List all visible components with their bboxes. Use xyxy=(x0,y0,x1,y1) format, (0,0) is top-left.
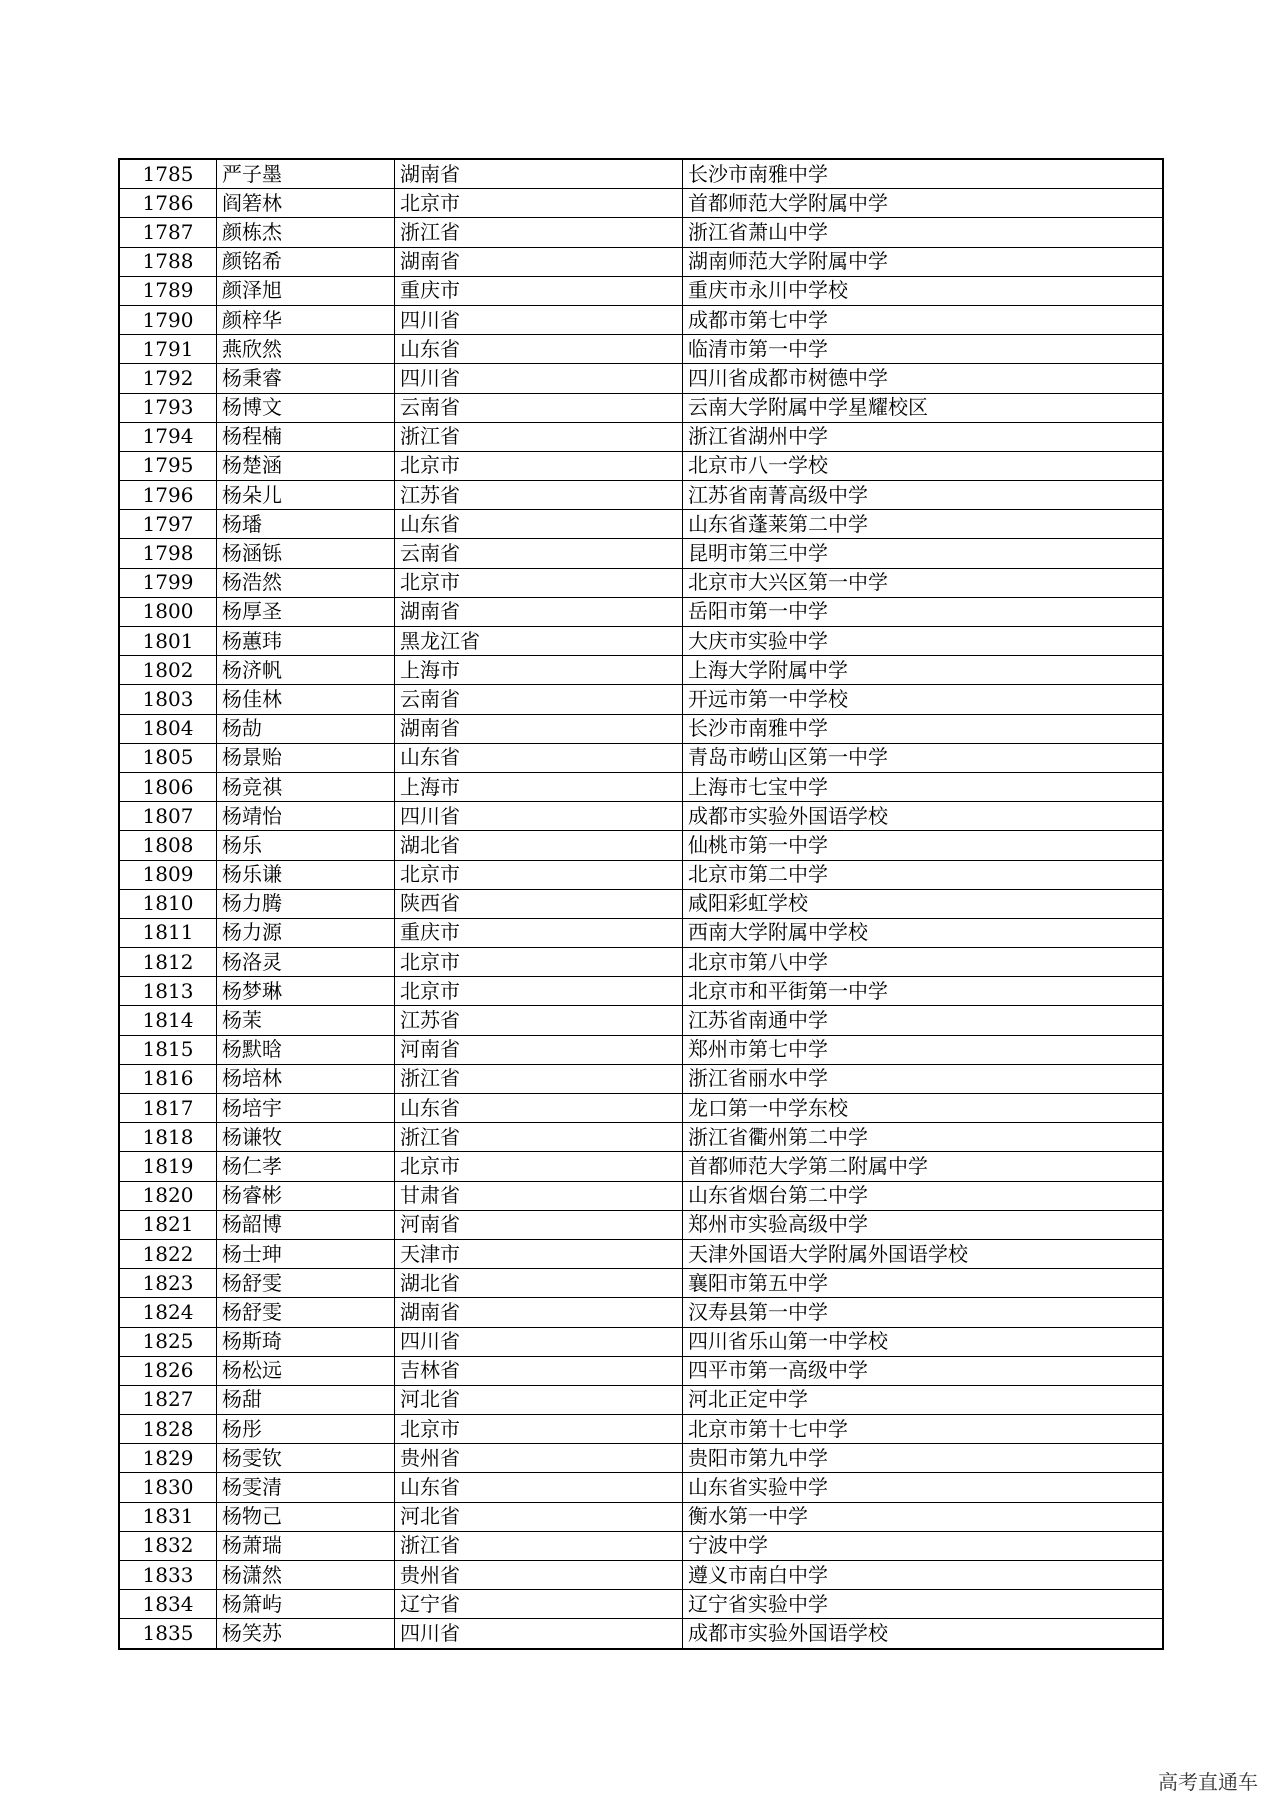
table-row xyxy=(119,1561,1163,1590)
row-number-cell: 1789 xyxy=(119,276,217,305)
school-name-cell: 长沙市南雅中学 xyxy=(683,159,1164,189)
student-name-cell: 杨谦牧 xyxy=(217,1123,395,1152)
school-name-cell: 岳阳市第一中学 xyxy=(683,597,1164,626)
row-number-cell: 1813 xyxy=(119,977,217,1006)
table-row xyxy=(119,1298,1163,1327)
school-name-cell: 贵阳市第九中学 xyxy=(683,1444,1164,1473)
student-name-cell: 杨茉 xyxy=(217,1006,395,1035)
province-cell: 上海市 xyxy=(395,656,683,685)
table-row xyxy=(119,627,1163,656)
student-name-cell: 杨力源 xyxy=(217,918,395,947)
row-number-cell: 1785 xyxy=(119,159,217,189)
province-cell: 重庆市 xyxy=(395,918,683,947)
student-name-cell: 杨朵儿 xyxy=(217,481,395,510)
row-number-cell: 1804 xyxy=(119,714,217,743)
province-cell: 重庆市 xyxy=(395,276,683,305)
table-row xyxy=(119,393,1163,422)
school-name-cell: 北京市大兴区第一中学 xyxy=(683,568,1164,597)
student-name-cell: 杨力腾 xyxy=(217,889,395,918)
school-name-cell: 山东省实验中学 xyxy=(683,1473,1164,1502)
row-number-cell: 1825 xyxy=(119,1327,217,1356)
table-row xyxy=(119,481,1163,510)
table-row xyxy=(119,218,1163,247)
school-name-cell: 辽宁省实验中学 xyxy=(683,1590,1164,1619)
school-name-cell: 山东省烟台第二中学 xyxy=(683,1181,1164,1210)
school-name-cell: 北京市第二中学 xyxy=(683,860,1164,889)
table-row xyxy=(119,1239,1163,1268)
student-name-cell: 颜栋杰 xyxy=(217,218,395,247)
student-name-cell: 杨培林 xyxy=(217,1064,395,1093)
student-name-cell: 颜铭希 xyxy=(217,247,395,276)
school-name-cell: 首都师范大学第二附属中学 xyxy=(683,1152,1164,1181)
table-row xyxy=(119,189,1163,218)
table-row xyxy=(119,568,1163,597)
province-cell: 浙江省 xyxy=(395,1123,683,1152)
table-row xyxy=(119,451,1163,480)
table-row xyxy=(119,1152,1163,1181)
row-number-cell: 1798 xyxy=(119,539,217,568)
school-name-cell: 浙江省湖州中学 xyxy=(683,422,1164,451)
table-row xyxy=(119,335,1163,364)
province-cell: 北京市 xyxy=(395,568,683,597)
student-name-cell: 杨潇然 xyxy=(217,1561,395,1590)
student-name-cell: 颜梓华 xyxy=(217,305,395,334)
row-number-cell: 1803 xyxy=(119,685,217,714)
row-number-cell: 1805 xyxy=(119,743,217,772)
row-number-cell: 1800 xyxy=(119,597,217,626)
row-number-cell: 1794 xyxy=(119,422,217,451)
school-name-cell: 成都市第七中学 xyxy=(683,305,1164,334)
province-cell: 辽宁省 xyxy=(395,1590,683,1619)
province-cell: 北京市 xyxy=(395,977,683,1006)
student-name-cell: 杨楚涵 xyxy=(217,451,395,480)
student-name-cell: 杨秉睿 xyxy=(217,364,395,393)
row-number-cell: 1795 xyxy=(119,451,217,480)
roster-table xyxy=(118,158,1164,1650)
province-cell: 江苏省 xyxy=(395,1006,683,1035)
student-name-cell: 严子墨 xyxy=(217,159,395,189)
row-number-cell: 1809 xyxy=(119,860,217,889)
table-row xyxy=(119,1327,1163,1356)
row-number-cell: 1819 xyxy=(119,1152,217,1181)
province-cell: 浙江省 xyxy=(395,1064,683,1093)
province-cell: 浙江省 xyxy=(395,218,683,247)
table-row xyxy=(119,714,1163,743)
school-name-cell: 云南大学附属中学星耀校区 xyxy=(683,393,1164,422)
school-name-cell: 上海大学附属中学 xyxy=(683,656,1164,685)
table-row xyxy=(119,1531,1163,1560)
row-number-cell: 1792 xyxy=(119,364,217,393)
row-number-cell: 1806 xyxy=(119,772,217,801)
row-number-cell: 1817 xyxy=(119,1094,217,1123)
student-name-cell: 杨景贻 xyxy=(217,743,395,772)
student-name-cell: 杨博文 xyxy=(217,393,395,422)
student-name-cell: 杨竞祺 xyxy=(217,772,395,801)
row-number-cell: 1826 xyxy=(119,1356,217,1385)
student-name-cell: 杨斯琦 xyxy=(217,1327,395,1356)
school-name-cell: 仙桃市第一中学 xyxy=(683,831,1164,860)
province-cell: 北京市 xyxy=(395,189,683,218)
province-cell: 河北省 xyxy=(395,1502,683,1531)
school-name-cell: 四川省乐山第一中学校 xyxy=(683,1327,1164,1356)
row-number-cell: 1814 xyxy=(119,1006,217,1035)
student-name-cell: 杨舒雯 xyxy=(217,1269,395,1298)
province-cell: 北京市 xyxy=(395,1152,683,1181)
school-name-cell: 北京市第十七中学 xyxy=(683,1415,1164,1444)
school-name-cell: 郑州市第七中学 xyxy=(683,1035,1164,1064)
student-name-cell: 杨甜 xyxy=(217,1385,395,1414)
student-name-cell: 杨涵铄 xyxy=(217,539,395,568)
province-cell: 上海市 xyxy=(395,772,683,801)
province-cell: 湖南省 xyxy=(395,714,683,743)
row-number-cell: 1810 xyxy=(119,889,217,918)
row-number-cell: 1801 xyxy=(119,627,217,656)
province-cell: 北京市 xyxy=(395,451,683,480)
table-row xyxy=(119,1356,1163,1385)
row-number-cell: 1808 xyxy=(119,831,217,860)
school-name-cell: 长沙市南雅中学 xyxy=(683,714,1164,743)
table-row xyxy=(119,1502,1163,1531)
table-row xyxy=(119,276,1163,305)
school-name-cell: 咸阳彩虹学校 xyxy=(683,889,1164,918)
row-number-cell: 1791 xyxy=(119,335,217,364)
row-number-cell: 1835 xyxy=(119,1619,217,1649)
student-name-cell: 阎箬林 xyxy=(217,189,395,218)
school-name-cell: 天津外国语大学附属外国语学校 xyxy=(683,1239,1164,1268)
table-row xyxy=(119,597,1163,626)
province-cell: 浙江省 xyxy=(395,1531,683,1560)
student-name-cell: 杨乐 xyxy=(217,831,395,860)
row-number-cell: 1807 xyxy=(119,802,217,831)
table-row xyxy=(119,1210,1163,1239)
row-number-cell: 1788 xyxy=(119,247,217,276)
province-cell: 贵州省 xyxy=(395,1444,683,1473)
row-number-cell: 1799 xyxy=(119,568,217,597)
province-cell: 云南省 xyxy=(395,393,683,422)
province-cell: 山东省 xyxy=(395,1094,683,1123)
student-name-cell: 杨蕙玮 xyxy=(217,627,395,656)
school-name-cell: 北京市八一学校 xyxy=(683,451,1164,480)
province-cell: 湖北省 xyxy=(395,831,683,860)
school-name-cell: 青岛市崂山区第一中学 xyxy=(683,743,1164,772)
province-cell: 四川省 xyxy=(395,1327,683,1356)
province-cell: 北京市 xyxy=(395,948,683,977)
school-name-cell: 江苏省南通中学 xyxy=(683,1006,1164,1035)
province-cell: 湖南省 xyxy=(395,1298,683,1327)
province-cell: 云南省 xyxy=(395,685,683,714)
table-row xyxy=(119,685,1163,714)
school-name-cell: 江苏省南菁高级中学 xyxy=(683,481,1164,510)
school-name-cell: 北京市和平街第一中学 xyxy=(683,977,1164,1006)
student-name-cell: 杨璠 xyxy=(217,510,395,539)
table-row xyxy=(119,364,1163,393)
row-number-cell: 1832 xyxy=(119,1531,217,1560)
school-name-cell: 西南大学附属中学校 xyxy=(683,918,1164,947)
school-name-cell: 四川省成都市树德中学 xyxy=(683,364,1164,393)
row-number-cell: 1802 xyxy=(119,656,217,685)
table-row xyxy=(119,1123,1163,1152)
school-name-cell: 遵义市南白中学 xyxy=(683,1561,1164,1590)
table-row xyxy=(119,1006,1163,1035)
school-name-cell: 襄阳市第五中学 xyxy=(683,1269,1164,1298)
student-name-cell: 杨厚圣 xyxy=(217,597,395,626)
row-number-cell: 1830 xyxy=(119,1473,217,1502)
student-name-cell: 杨松远 xyxy=(217,1356,395,1385)
watermark: 高考直通车 xyxy=(1158,1770,1258,1794)
school-name-cell: 上海市七宝中学 xyxy=(683,772,1164,801)
school-name-cell: 四平市第一高级中学 xyxy=(683,1356,1164,1385)
row-number-cell: 1818 xyxy=(119,1123,217,1152)
school-name-cell: 浙江省衢州第二中学 xyxy=(683,1123,1164,1152)
table-row xyxy=(119,743,1163,772)
table-row xyxy=(119,1415,1163,1444)
student-name-cell: 杨济帆 xyxy=(217,656,395,685)
table-row xyxy=(119,802,1163,831)
row-number-cell: 1828 xyxy=(119,1415,217,1444)
table-row xyxy=(119,656,1163,685)
province-cell: 河南省 xyxy=(395,1035,683,1064)
row-number-cell: 1821 xyxy=(119,1210,217,1239)
table-row xyxy=(119,159,1163,189)
row-number-cell: 1834 xyxy=(119,1590,217,1619)
table-row xyxy=(119,831,1163,860)
province-cell: 河南省 xyxy=(395,1210,683,1239)
row-number-cell: 1833 xyxy=(119,1561,217,1590)
student-name-cell: 杨士珅 xyxy=(217,1239,395,1268)
student-name-cell: 杨雯钦 xyxy=(217,1444,395,1473)
student-name-cell: 杨程楠 xyxy=(217,422,395,451)
row-number-cell: 1812 xyxy=(119,948,217,977)
student-name-cell: 杨梦琳 xyxy=(217,977,395,1006)
table-row xyxy=(119,1619,1163,1649)
province-cell: 云南省 xyxy=(395,539,683,568)
table-row xyxy=(119,247,1163,276)
row-number-cell: 1790 xyxy=(119,305,217,334)
row-number-cell: 1823 xyxy=(119,1269,217,1298)
school-name-cell: 衡水第一中学 xyxy=(683,1502,1164,1531)
table-row xyxy=(119,510,1163,539)
student-name-cell: 杨浩然 xyxy=(217,568,395,597)
row-number-cell: 1831 xyxy=(119,1502,217,1531)
table-row xyxy=(119,422,1163,451)
student-name-cell: 杨乐谦 xyxy=(217,860,395,889)
province-cell: 湖北省 xyxy=(395,1269,683,1298)
school-name-cell: 北京市第八中学 xyxy=(683,948,1164,977)
school-name-cell: 临清市第一中学 xyxy=(683,335,1164,364)
student-name-cell: 杨劼 xyxy=(217,714,395,743)
province-cell: 北京市 xyxy=(395,860,683,889)
school-name-cell: 汉寿县第一中学 xyxy=(683,1298,1164,1327)
province-cell: 四川省 xyxy=(395,364,683,393)
student-name-cell: 杨仁孝 xyxy=(217,1152,395,1181)
row-number-cell: 1822 xyxy=(119,1239,217,1268)
row-number-cell: 1816 xyxy=(119,1064,217,1093)
table-row xyxy=(119,539,1163,568)
province-cell: 黑龙江省 xyxy=(395,627,683,656)
row-number-cell: 1815 xyxy=(119,1035,217,1064)
school-name-cell: 郑州市实验高级中学 xyxy=(683,1210,1164,1239)
school-name-cell: 河北正定中学 xyxy=(683,1385,1164,1414)
school-name-cell: 宁波中学 xyxy=(683,1531,1164,1560)
school-name-cell: 成都市实验外国语学校 xyxy=(683,802,1164,831)
student-name-cell: 杨箫屿 xyxy=(217,1590,395,1619)
province-cell: 北京市 xyxy=(395,1415,683,1444)
table-row xyxy=(119,1385,1163,1414)
province-cell: 贵州省 xyxy=(395,1561,683,1590)
province-cell: 湖南省 xyxy=(395,247,683,276)
table-row xyxy=(119,1181,1163,1210)
province-cell: 四川省 xyxy=(395,1619,683,1649)
table-row xyxy=(119,918,1163,947)
student-name-cell: 杨物己 xyxy=(217,1502,395,1531)
row-number-cell: 1824 xyxy=(119,1298,217,1327)
student-name-cell: 杨靖怡 xyxy=(217,802,395,831)
student-name-cell: 颜泽旭 xyxy=(217,276,395,305)
province-cell: 四川省 xyxy=(395,305,683,334)
table-row xyxy=(119,1064,1163,1093)
province-cell: 山东省 xyxy=(395,335,683,364)
table-row xyxy=(119,1473,1163,1502)
student-name-cell: 杨韶博 xyxy=(217,1210,395,1239)
student-name-cell: 燕欣然 xyxy=(217,335,395,364)
province-cell: 吉林省 xyxy=(395,1356,683,1385)
student-name-cell: 杨笑苏 xyxy=(217,1619,395,1649)
school-name-cell: 山东省蓬莱第二中学 xyxy=(683,510,1164,539)
student-name-cell: 杨佳林 xyxy=(217,685,395,714)
province-cell: 山东省 xyxy=(395,743,683,772)
table-row xyxy=(119,1035,1163,1064)
row-number-cell: 1820 xyxy=(119,1181,217,1210)
student-name-cell: 杨萧瑞 xyxy=(217,1531,395,1560)
table-row xyxy=(119,1094,1163,1123)
table-row xyxy=(119,1590,1163,1619)
province-cell: 河北省 xyxy=(395,1385,683,1414)
row-number-cell: 1787 xyxy=(119,218,217,247)
province-cell: 浙江省 xyxy=(395,422,683,451)
province-cell: 山东省 xyxy=(395,1473,683,1502)
row-number-cell: 1793 xyxy=(119,393,217,422)
school-name-cell: 浙江省萧山中学 xyxy=(683,218,1164,247)
table-row xyxy=(119,948,1163,977)
row-number-cell: 1827 xyxy=(119,1385,217,1414)
student-name-cell: 杨彤 xyxy=(217,1415,395,1444)
school-name-cell: 昆明市第三中学 xyxy=(683,539,1164,568)
student-name-cell: 杨洛灵 xyxy=(217,948,395,977)
student-name-cell: 杨睿彬 xyxy=(217,1181,395,1210)
school-name-cell: 大庆市实验中学 xyxy=(683,627,1164,656)
table-row xyxy=(119,772,1163,801)
table-row xyxy=(119,889,1163,918)
table-row xyxy=(119,977,1163,1006)
table-row xyxy=(119,305,1163,334)
province-cell: 山东省 xyxy=(395,510,683,539)
school-name-cell: 重庆市永川中学校 xyxy=(683,276,1164,305)
province-cell: 甘肃省 xyxy=(395,1181,683,1210)
student-name-cell: 杨舒雯 xyxy=(217,1298,395,1327)
student-name-cell: 杨培宇 xyxy=(217,1094,395,1123)
school-name-cell: 浙江省丽水中学 xyxy=(683,1064,1164,1093)
school-name-cell: 湖南师范大学附属中学 xyxy=(683,247,1164,276)
province-cell: 湖南省 xyxy=(395,597,683,626)
province-cell: 湖南省 xyxy=(395,159,683,189)
student-name-cell: 杨雯清 xyxy=(217,1473,395,1502)
province-cell: 天津市 xyxy=(395,1239,683,1268)
province-cell: 江苏省 xyxy=(395,481,683,510)
school-name-cell: 龙口第一中学东校 xyxy=(683,1094,1164,1123)
row-number-cell: 1797 xyxy=(119,510,217,539)
row-number-cell: 1786 xyxy=(119,189,217,218)
table-row xyxy=(119,1269,1163,1298)
student-name-cell: 杨默晗 xyxy=(217,1035,395,1064)
row-number-cell: 1829 xyxy=(119,1444,217,1473)
school-name-cell: 成都市实验外国语学校 xyxy=(683,1619,1164,1649)
province-cell: 陕西省 xyxy=(395,889,683,918)
table-row xyxy=(119,860,1163,889)
roster-body xyxy=(119,159,1163,1649)
row-number-cell: 1811 xyxy=(119,918,217,947)
row-number-cell: 1796 xyxy=(119,481,217,510)
table-row xyxy=(119,1444,1163,1473)
school-name-cell: 开远市第一中学校 xyxy=(683,685,1164,714)
province-cell: 四川省 xyxy=(395,802,683,831)
school-name-cell: 首都师范大学附属中学 xyxy=(683,189,1164,218)
